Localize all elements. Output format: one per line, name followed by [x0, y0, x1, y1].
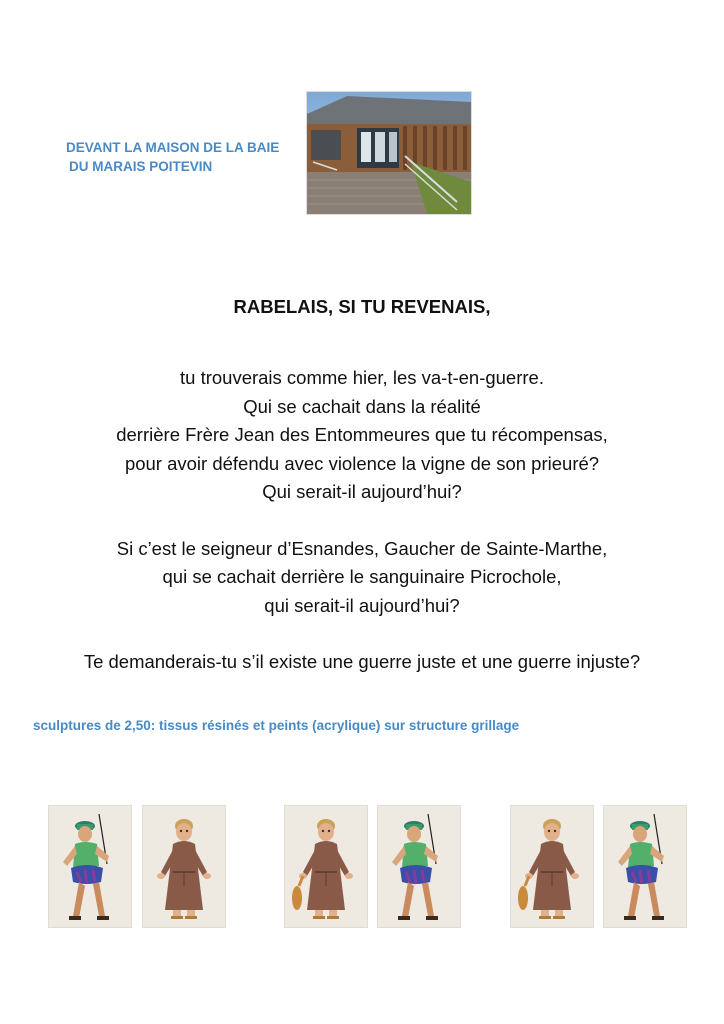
warrior-figure	[604, 806, 686, 927]
sculpture-caption: sculptures de 2,50: tissus résinés et peints (acrylique) sur structure grillage	[33, 718, 520, 733]
sculpture-card	[284, 805, 368, 928]
location-heading	[66, 138, 279, 176]
poem-line: Qui se cachait dans la réalité	[243, 395, 481, 417]
poem-line: Qui serait-il aujourd’hui?	[262, 481, 462, 502]
building-photo	[306, 91, 472, 215]
poem-line: pour avoir défendu avec violence la vigne de son prieuré?	[124, 452, 600, 474]
monk-figure	[143, 806, 225, 927]
location-heading-line2: DU MARAIS POITEVIN	[69, 159, 213, 174]
poem-line: Te demanderais-tu s’il existe une guerre juste et une guerre injuste?	[83, 651, 641, 672]
poem-line: qui se cachait derrière le sanguinaire Picrochole,	[162, 566, 562, 587]
warrior-figure	[49, 806, 131, 927]
warrior-figure	[378, 806, 460, 927]
poem-line: qui serait-il aujourd’hui?	[264, 594, 460, 616]
building-photo-drawing	[307, 92, 471, 214]
monk-figure	[285, 806, 367, 927]
poem-line: tu trouverais comme hier, les va-t-en-guerre.	[180, 367, 544, 388]
location-heading-line1: DEVANT LA MAISON DE LA BAIE	[66, 140, 280, 155]
poem-line: Si c’est le seigneur d’Esnandes, Gaucher de Sainte-Marthe,	[116, 537, 608, 559]
sculpture-card	[510, 805, 594, 928]
sculpture-card	[603, 805, 687, 928]
poem-body	[0, 364, 724, 677]
sculpture-card	[142, 805, 226, 928]
poem-line: derrière Frère Jean des Entommeures que tu récompensas,	[116, 424, 608, 445]
poem-title: RABELAIS, SI TU REVENAIS,	[233, 296, 491, 317]
sculpture-card	[48, 805, 132, 928]
sculpture-card	[377, 805, 461, 928]
monk-figure	[511, 806, 593, 927]
